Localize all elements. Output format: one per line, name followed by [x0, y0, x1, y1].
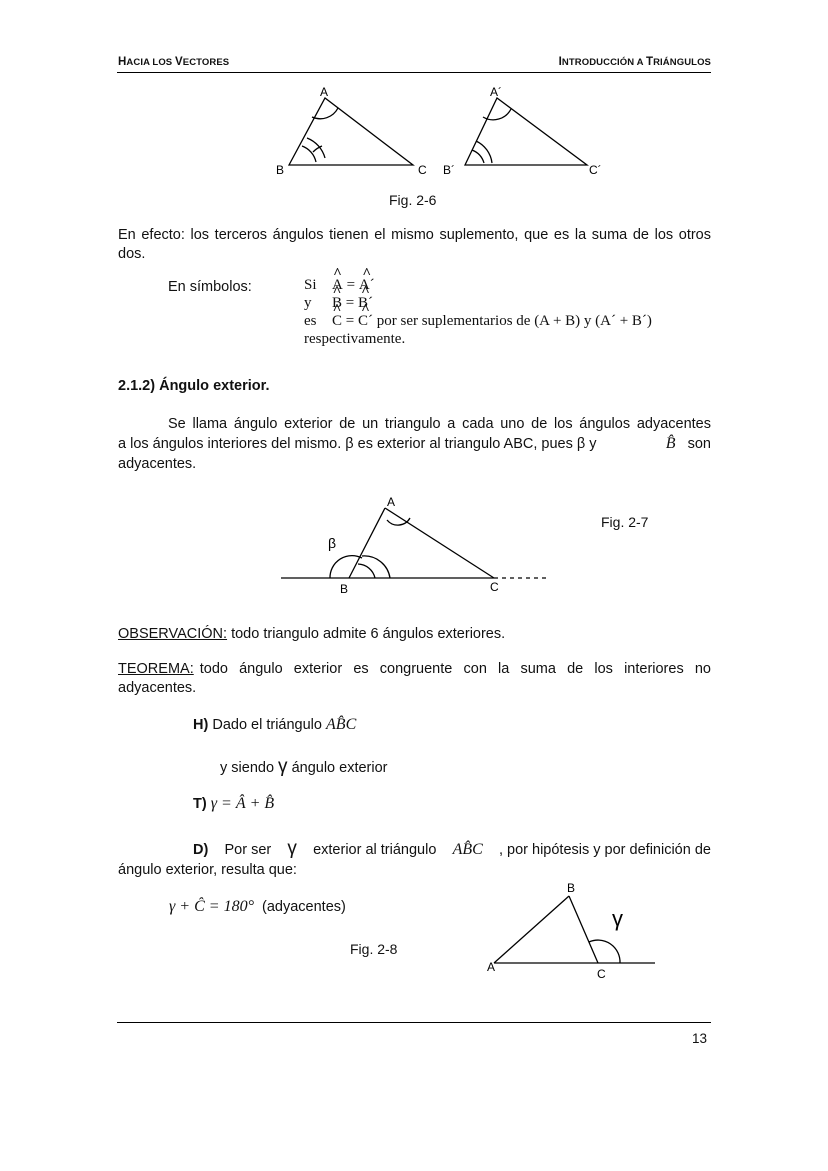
thesis: T) γ = Â + B̂ [193, 795, 275, 812]
teorema: TEOREMA: todo ángulo exterior es congruente con la suma de los interiores no adyacentes. [118, 661, 711, 696]
running-header-right: INTRODUCCIÓN A TRIÁNGULOS [558, 56, 711, 68]
hypothesis: H) Dado el triángulo AB̂C [193, 716, 357, 733]
figure-caption-2-8: Fig. 2-8 [350, 941, 398, 957]
footer-rule [117, 1022, 711, 1023]
gamma-label: γ [612, 906, 623, 931]
page-number: 13 [691, 1031, 707, 1046]
symbols-block [304, 276, 652, 348]
running-header-left: HACIA LOS VECTORES [118, 56, 230, 68]
vertex-label-b: B [340, 582, 349, 596]
vertex-label-a: A [387, 495, 396, 509]
vertex-label-a: A [487, 960, 496, 974]
siendo-line: y siendo γ ángulo exterior [220, 756, 388, 777]
equation-line: γ + Ĉ = 180° (adyacentes) [169, 898, 346, 915]
figure-2-7 [0, 480, 828, 600]
vertex-label-c: C [490, 580, 499, 594]
figure-2-8 [0, 870, 828, 990]
demo-line-1: D) Por ser γ exterior al triángulo AB̂C , por hipótesis y por definición de [193, 838, 711, 859]
vertex-label-a: A [320, 85, 329, 99]
observacion: OBSERVACIÓN: todo triangulo admite 6 ángulos exteriores. [118, 626, 506, 642]
symbols-line-4: respectivamente. [304, 331, 406, 347]
vertex-label-c-prime: C´ [589, 163, 602, 177]
demo-line-2: ángulo exterior, resulta que: [118, 862, 297, 878]
para2-line-3: adyacentes. [118, 456, 197, 472]
figure-caption-2-6: Fig. 2-6 [389, 192, 437, 208]
vertex-label-b: B [567, 881, 576, 895]
beta-label: β [328, 535, 337, 551]
triangle-abc-prime [465, 98, 587, 165]
paragraph-angulo-exterior [118, 414, 711, 474]
symbols-line-3: es^ C = ^ C´ por ser suplementarios de (A + B) y (A´ + B´) [304, 312, 652, 330]
para2-line-1: Se llama ángulo exterior de un triangulo a cada uno de los ángulos adyacentes [168, 416, 711, 432]
figure-caption-2-7: Fig. 2-7 [601, 514, 649, 530]
vertex-label-a-prime: A´ [490, 85, 502, 99]
figure-2-6 [0, 0, 828, 215]
vertex-label-b-prime: B´ [443, 163, 455, 177]
symbols-line-2: y^ B = ^ B´ [304, 294, 652, 312]
para2-line-2: a los ángulos interiores del mismo. β es exterior al triangulo ABC, pues β y B̂ son [118, 435, 711, 452]
vertex-label-c: C [597, 967, 606, 981]
triangle-abc [289, 98, 413, 165]
symbols-label: En símbolos: [168, 279, 252, 295]
paragraph-efecto: En efecto: los terceros ángulos tienen el mismo suplemento, que es la suma de los otros dos. [118, 227, 711, 262]
symbols-line-1: Si^ A = ^ A´ [304, 276, 652, 294]
section-title: 2.1.2) Ángulo exterior. [118, 378, 270, 394]
vertex-label-c: C [418, 163, 427, 177]
vertex-label-b: B [276, 163, 285, 177]
